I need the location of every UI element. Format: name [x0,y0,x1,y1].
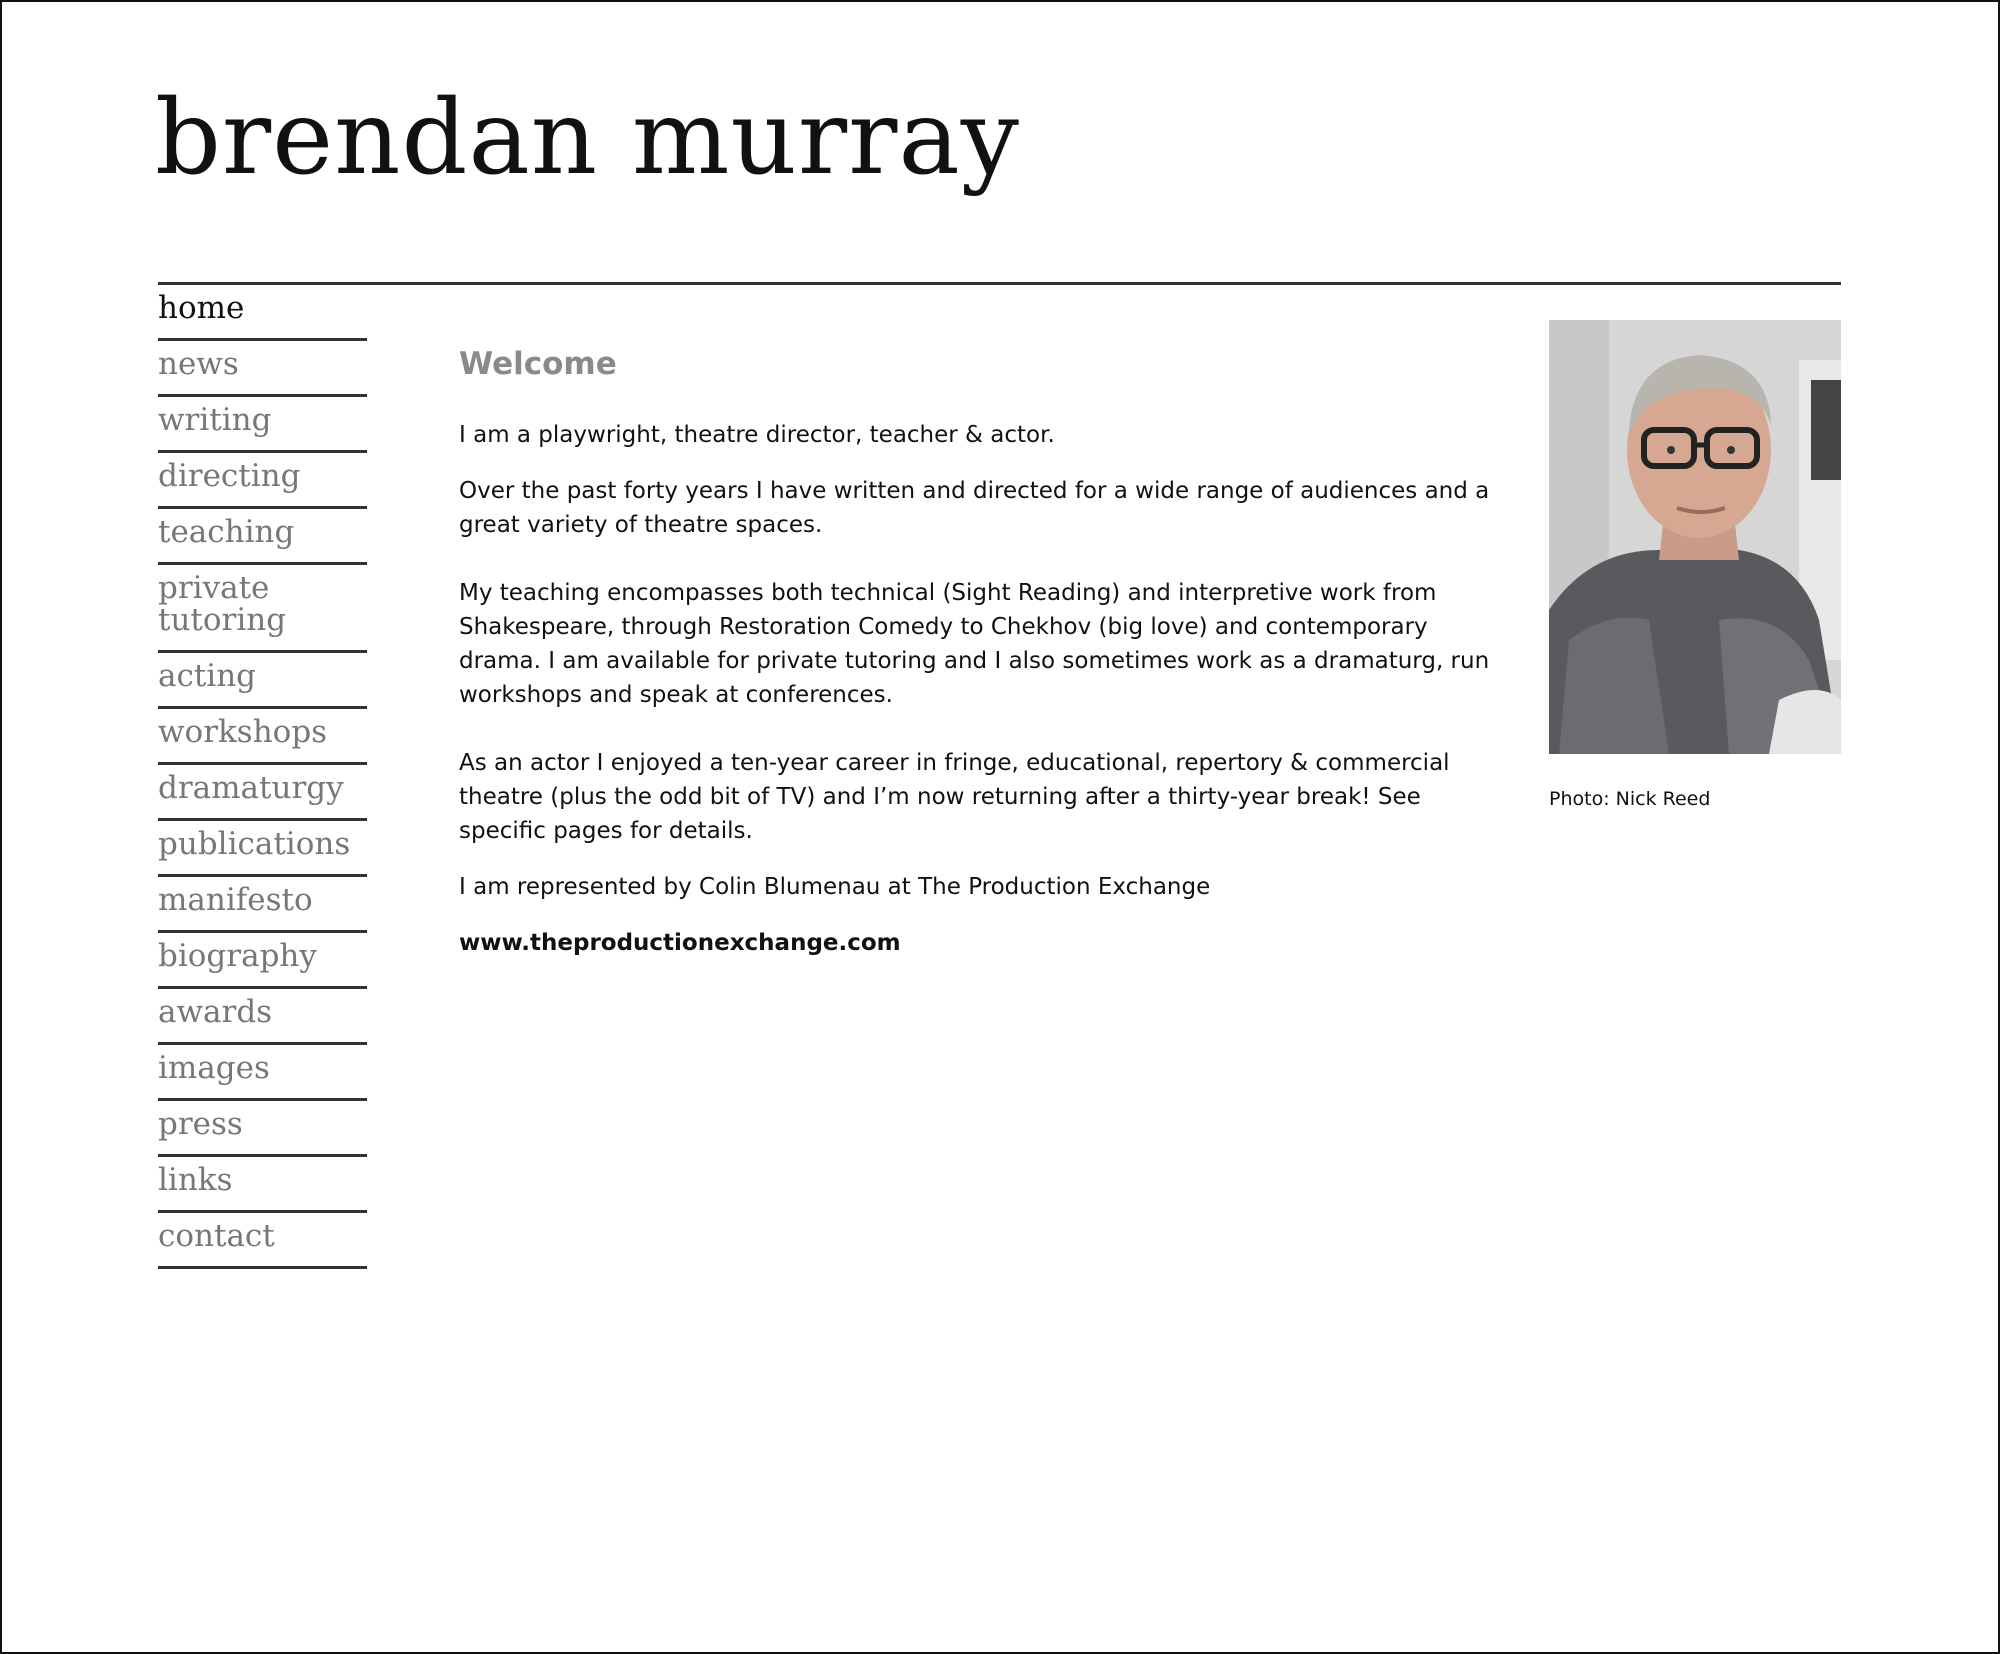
nav-item-links[interactable]: links [158,1157,367,1213]
main-content [459,340,1499,960]
site-title[interactable]: brendan murray [155,78,1020,198]
nav-item-teaching[interactable]: teaching [158,509,367,565]
acting-paragraph: As an actor I enjoyed a ten-year career in fringe, educational, repertory & commercial theatre (plus the odd bit of TV) and I’m now returning after a thirty-year break! See specific pages for details. [459,750,1450,844]
teaching-paragraph: My teaching encompasses both technical (Sight Reading) and interpretive work from Shakespeare, through Restoration Comedy to Chekhov (big love) and contemporary drama. I am available for private tutoring and I also sometimes work as a dramaturg, run workshops and speak at conferences. [459,580,1490,708]
portrait-image [1549,320,1841,754]
photo-caption: Photo: Nick Reed [1549,788,1711,810]
nav-item-dramaturgy[interactable]: dramaturgy [158,765,367,821]
nav-item-awards[interactable]: awards [158,989,367,1045]
intro-paragraph: I am a playwright, theatre director, teacher & actor. [459,422,1055,448]
nav-item-private-tutoring[interactable]: private tutoring [158,565,367,653]
nav-item-contact[interactable]: contact [158,1213,367,1269]
nav-item-images[interactable]: images [158,1045,367,1101]
agent-website-link[interactable]: www.theproductionexchange.com [459,930,901,956]
portrait-photo [1549,320,1841,754]
page-heading: Welcome [459,346,617,382]
representation-paragraph: I am represented by Colin Blumenau at The Production Exchange [459,874,1211,900]
nav-item-press[interactable]: press [158,1101,367,1157]
nav-item-manifesto[interactable]: manifesto [158,877,367,933]
sidebar-nav [158,285,367,1269]
nav-item-news[interactable]: news [158,341,367,397]
header-divider [158,282,1841,285]
nav-item-writing[interactable]: writing [158,397,367,453]
nav-item-publications[interactable]: publications [158,821,367,877]
nav-item-directing[interactable]: directing [158,453,367,509]
nav-item-biography[interactable]: biography [158,933,367,989]
writing-paragraph: Over the past forty years I have written and directed for a wide range of audiences and a great variety of theatre spaces. [459,478,1490,538]
nav-item-workshops[interactable]: workshops [158,709,367,765]
nav-item-acting[interactable]: acting [158,653,367,709]
nav-item-home[interactable]: home [158,285,367,341]
